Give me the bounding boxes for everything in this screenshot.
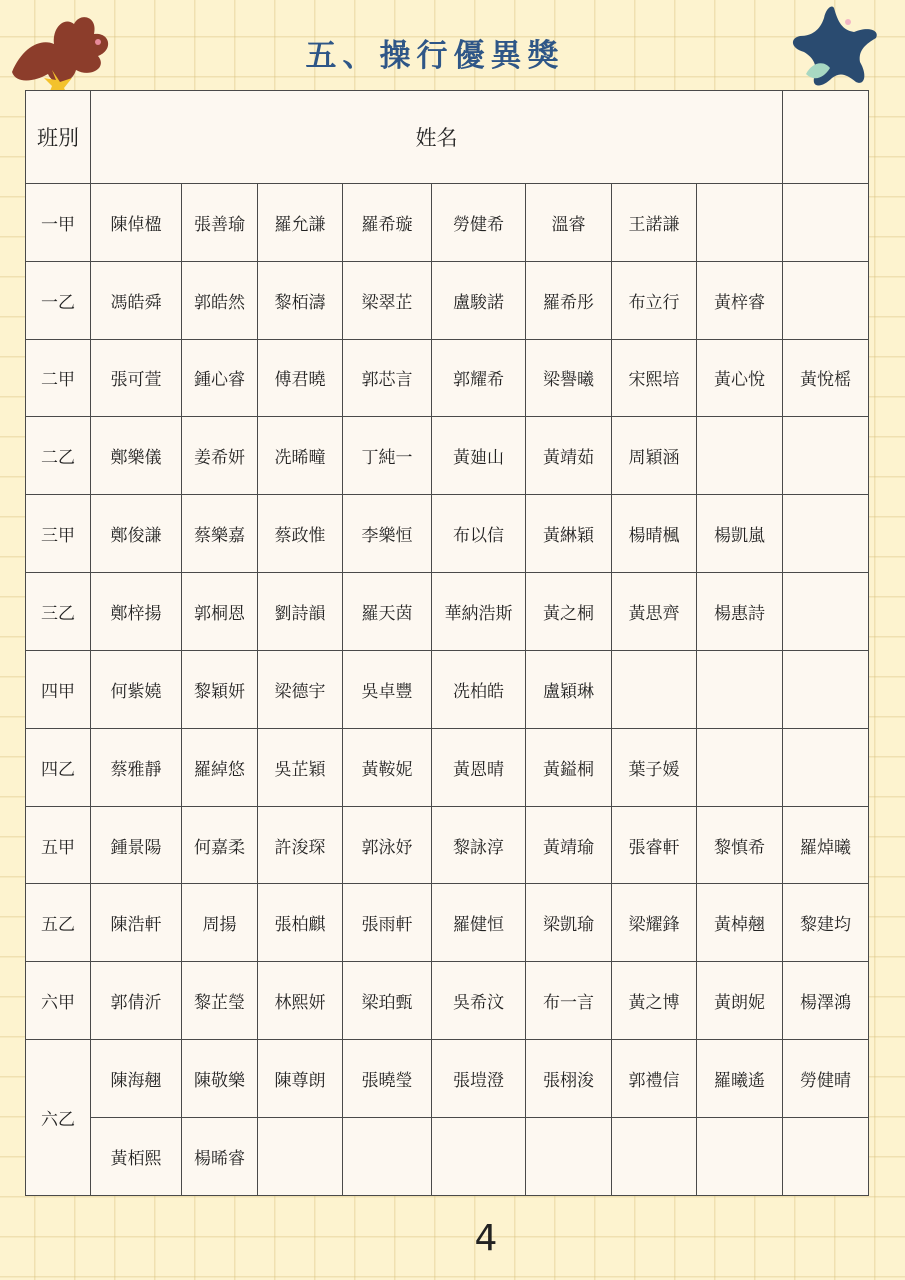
name-cell: 陳海翹 [91, 1040, 182, 1118]
names-header: 姓名 [91, 91, 783, 184]
name-cell: 黃悅榣 [783, 339, 869, 417]
name-cell [697, 183, 783, 261]
name-cell [783, 183, 869, 261]
name-cell: 陳尊朗 [258, 1040, 343, 1118]
name-cell: 盧穎琳 [526, 650, 612, 728]
name-cell: 黃綝穎 [526, 495, 612, 573]
table-header-row [26, 91, 869, 184]
name-cell: 馮皓舜 [91, 261, 182, 339]
name-cell: 許浚琛 [258, 806, 343, 884]
name-cell: 周穎涵 [612, 417, 697, 495]
name-cell: 羅天茵 [343, 573, 432, 651]
name-cell [697, 650, 783, 728]
name-cell: 冼晞疃 [258, 417, 343, 495]
class-cell: 四甲 [26, 650, 91, 728]
name-cell: 羅希彤 [526, 261, 612, 339]
name-cell: 葉子媛 [612, 728, 697, 806]
empty-header-cell [783, 91, 869, 184]
name-cell: 冼柏皓 [432, 650, 526, 728]
name-cell: 黃恩晴 [432, 728, 526, 806]
name-cell: 黃梓睿 [697, 261, 783, 339]
table-row [26, 1117, 869, 1195]
name-cell: 陳敬樂 [182, 1040, 258, 1118]
name-cell: 蔡樂嘉 [182, 495, 258, 573]
table-row [26, 884, 869, 962]
name-cell: 黃之博 [612, 962, 697, 1040]
name-cell: 楊凱嵐 [697, 495, 783, 573]
name-cell: 黃靖茹 [526, 417, 612, 495]
name-cell: 羅健恒 [432, 884, 526, 962]
name-cell [612, 650, 697, 728]
name-cell [783, 1117, 869, 1195]
name-cell: 黎建均 [783, 884, 869, 962]
table-row [26, 183, 869, 261]
name-cell: 梁凱瑜 [526, 884, 612, 962]
table-row [26, 339, 869, 417]
name-cell: 張善瑜 [182, 183, 258, 261]
table-row [26, 728, 869, 806]
name-cell: 張曉瑩 [343, 1040, 432, 1118]
table-row [26, 573, 869, 651]
class-header: 班別 [26, 91, 91, 184]
name-cell: 華納浩斯 [432, 573, 526, 651]
name-cell: 黃靖瑜 [526, 806, 612, 884]
name-cell [783, 261, 869, 339]
name-cell: 吳卓豐 [343, 650, 432, 728]
name-cell: 梁珀甄 [343, 962, 432, 1040]
name-cell [526, 1117, 612, 1195]
name-cell: 楊晴楓 [612, 495, 697, 573]
name-cell [783, 728, 869, 806]
name-cell [697, 1117, 783, 1195]
name-cell: 蔡雅靜 [91, 728, 182, 806]
name-cell: 周揚 [182, 884, 258, 962]
name-cell [432, 1117, 526, 1195]
name-cell: 黎詠淳 [432, 806, 526, 884]
name-cell: 羅曦遙 [697, 1040, 783, 1118]
table-row [26, 495, 869, 573]
name-cell: 黎慎希 [697, 806, 783, 884]
awards-table-body [26, 91, 869, 1196]
table-row [26, 962, 869, 1040]
name-cell: 黃廸山 [432, 417, 526, 495]
name-cell: 黃鎰桐 [526, 728, 612, 806]
class-cell: 六甲 [26, 962, 91, 1040]
class-cell: 四乙 [26, 728, 91, 806]
name-cell: 布立行 [612, 261, 697, 339]
name-cell: 勞健希 [432, 183, 526, 261]
name-cell [697, 417, 783, 495]
name-cell: 郭皓然 [182, 261, 258, 339]
name-cell: 楊澤鴻 [783, 962, 869, 1040]
awards-table [25, 90, 869, 1196]
class-cell: 二甲 [26, 339, 91, 417]
name-cell: 鄭樂儀 [91, 417, 182, 495]
name-cell: 郭芯言 [343, 339, 432, 417]
name-cell: 溫睿 [526, 183, 612, 261]
name-cell: 王諾謙 [612, 183, 697, 261]
name-cell: 李樂恒 [343, 495, 432, 573]
name-cell: 黃鞍妮 [343, 728, 432, 806]
name-cell: 張栩浚 [526, 1040, 612, 1118]
name-cell [783, 495, 869, 573]
name-cell: 蔡政惟 [258, 495, 343, 573]
name-cell: 陳倬楹 [91, 183, 182, 261]
name-cell [783, 573, 869, 651]
class-cell: 一甲 [26, 183, 91, 261]
name-cell: 布以信 [432, 495, 526, 573]
name-cell: 張塏澄 [432, 1040, 526, 1118]
name-cell: 勞健晴 [783, 1040, 869, 1118]
name-cell: 鄭梓揚 [91, 573, 182, 651]
name-cell: 梁翠芷 [343, 261, 432, 339]
name-cell: 黎芷瑩 [182, 962, 258, 1040]
name-cell: 盧駿諾 [432, 261, 526, 339]
name-cell: 楊晞睿 [182, 1117, 258, 1195]
class-cell: 五甲 [26, 806, 91, 884]
name-cell [783, 417, 869, 495]
table-row [26, 806, 869, 884]
name-cell [783, 650, 869, 728]
name-cell: 郭禮信 [612, 1040, 697, 1118]
name-cell: 羅綽悠 [182, 728, 258, 806]
name-cell: 黃思齊 [612, 573, 697, 651]
table-row [26, 1040, 869, 1118]
name-cell: 傅君曉 [258, 339, 343, 417]
name-cell: 吳芷穎 [258, 728, 343, 806]
name-cell: 張睿軒 [612, 806, 697, 884]
class-cell: 一乙 [26, 261, 91, 339]
name-cell: 林熙妍 [258, 962, 343, 1040]
name-cell: 鍾景陽 [91, 806, 182, 884]
name-cell [258, 1117, 343, 1195]
name-cell: 郭耀希 [432, 339, 526, 417]
name-cell: 羅焯曦 [783, 806, 869, 884]
name-cell: 布一言 [526, 962, 612, 1040]
name-cell: 張可萱 [91, 339, 182, 417]
name-cell: 黃栢熙 [91, 1117, 182, 1195]
name-cell: 鄭俊謙 [91, 495, 182, 573]
class-cell: 六乙 [26, 1040, 91, 1196]
name-cell [343, 1117, 432, 1195]
name-cell: 何嘉柔 [182, 806, 258, 884]
name-cell: 楊惠詩 [697, 573, 783, 651]
name-cell: 羅希璇 [343, 183, 432, 261]
table-row [26, 261, 869, 339]
name-cell: 陳浩軒 [91, 884, 182, 962]
table-row [26, 417, 869, 495]
name-cell: 梁德宇 [258, 650, 343, 728]
name-cell: 黃之桐 [526, 573, 612, 651]
name-cell: 黃朗妮 [697, 962, 783, 1040]
class-cell: 五乙 [26, 884, 91, 962]
name-cell: 郭桐恩 [182, 573, 258, 651]
name-cell: 吳希汶 [432, 962, 526, 1040]
name-cell: 黎穎妍 [182, 650, 258, 728]
class-cell: 二乙 [26, 417, 91, 495]
name-cell: 梁耀鋒 [612, 884, 697, 962]
name-cell [697, 728, 783, 806]
class-cell: 三甲 [26, 495, 91, 573]
table-row [26, 650, 869, 728]
name-cell: 丁純一 [343, 417, 432, 495]
name-cell: 張雨軒 [343, 884, 432, 962]
name-cell: 姜希妍 [182, 417, 258, 495]
name-cell: 黃心悅 [697, 339, 783, 417]
name-cell: 劉詩韻 [258, 573, 343, 651]
name-cell: 黃棹翹 [697, 884, 783, 962]
name-cell: 羅允謙 [258, 183, 343, 261]
name-cell: 宋熙培 [612, 339, 697, 417]
name-cell: 黎栢濤 [258, 261, 343, 339]
page-number: 4 [474, 1218, 498, 1259]
name-cell: 郭倩沂 [91, 962, 182, 1040]
name-cell: 張柏麒 [258, 884, 343, 962]
page-title: 五、操行優異獎 [305, 38, 565, 74]
name-cell [612, 1117, 697, 1195]
name-cell: 何紫嬈 [91, 650, 182, 728]
name-cell: 鍾心睿 [182, 339, 258, 417]
name-cell: 梁譽曦 [526, 339, 612, 417]
name-cell: 郭泳妤 [343, 806, 432, 884]
class-cell: 三乙 [26, 573, 91, 651]
